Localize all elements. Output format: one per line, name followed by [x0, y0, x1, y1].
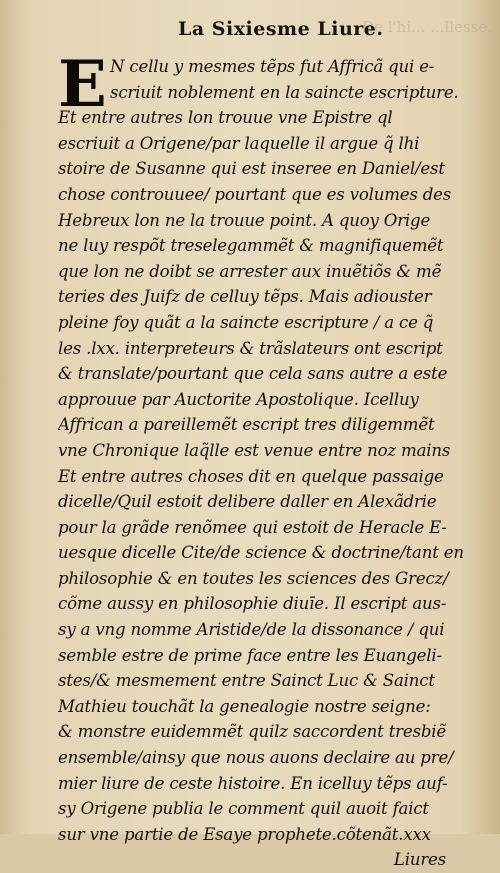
text-line: mier liure de ceste histoire. En icelluy tẽps auf-	[58, 773, 448, 793]
text-line: les .lxx. interpreteurs & trãslateurs ont escript	[58, 338, 443, 358]
text-line: stoire de Susanne qui est inseree en Daniel/est	[58, 159, 445, 179]
text-line: cõme aussy en philosophie diuīe. Il escript aus-	[58, 594, 447, 614]
text-line: teries des Juifz de celluy tẽps. Mais adiouster	[58, 287, 432, 307]
text-line: Et entre autres lon trouue vne Epistre ql	[58, 108, 393, 128]
text-line: pour la grãde renõmee qui estoit de Heracle E-	[58, 517, 447, 537]
text-line: ne luy respõt treselegammẽt & magnifiquemẽt	[58, 236, 444, 256]
bleed-through-text: De l'hi... ...llesse.	[362, 18, 492, 36]
text-line: N cellu y mesmes tẽps fut Affricã qui e-	[110, 57, 435, 76]
text-line: escriuit a Origene/par laquelle il argue q̃ lhi	[58, 133, 420, 153]
text-line: chose controuuee/ pourtant que es volumes des	[58, 184, 452, 204]
text-line: scriuit noblement en la saincte escripture.	[110, 82, 459, 102]
text-line: & translate/pourtant que cela sans autre a este	[58, 364, 448, 384]
text-line: sy Origene publia le comment quil auoit faict	[58, 799, 429, 819]
text-line: Mathieu touchãt la genealogie nostre seigne:	[58, 696, 431, 716]
text-line: Liures	[393, 850, 446, 870]
text-line: sur vne partie de Esaye prophete.cõtenãt.xxx	[58, 824, 431, 844]
text-line: Et entre autres choses dit en quelque passaige	[58, 466, 444, 486]
text-line: approuue par Auctorite Apostolique. Icelluy	[58, 389, 419, 409]
text-line: uesque dicelle Cite/de science & doctrine/tant en	[58, 543, 464, 563]
text-line: Hebreux lon ne la trouue point. A quoy Orige	[58, 210, 431, 230]
text-line: philosophie & en toutes les sciences des Grecz/	[58, 568, 449, 588]
drop-cap-initial: E	[58, 47, 107, 122]
text-line: Affrican a pareillemẽt escript tres diligemmẽt	[58, 415, 435, 435]
running-head: La Sixiesme Liure.	[178, 18, 384, 40]
text-line: dicelle/Quil estoit delibere daller en Alexãdrie	[58, 492, 437, 512]
text-line: ensemble/ainsy que nous auons declaire au pre/	[58, 748, 454, 768]
text-line: semble estre de prime face entre les Euangeli-	[58, 645, 442, 665]
text-line: pleine foy quãt a la saincte escripture / a ce q̃	[58, 312, 434, 332]
body-text	[58, 47, 468, 873]
text-line: sy a vng nomme Aristide/de la dissonance / qui	[58, 620, 445, 640]
text-line: stes/& mesmement entre Sainct Luc & Sainct	[58, 671, 435, 691]
text-line: & monstre euidemmẽt quilz saccordent tresbiẽ	[58, 722, 446, 742]
text-line: que lon ne doibt se arrester aux inuẽtiõs & mẽ	[58, 261, 442, 281]
text-line: vne Chronique laq̃lle est venue entre noz mains	[58, 440, 451, 460]
